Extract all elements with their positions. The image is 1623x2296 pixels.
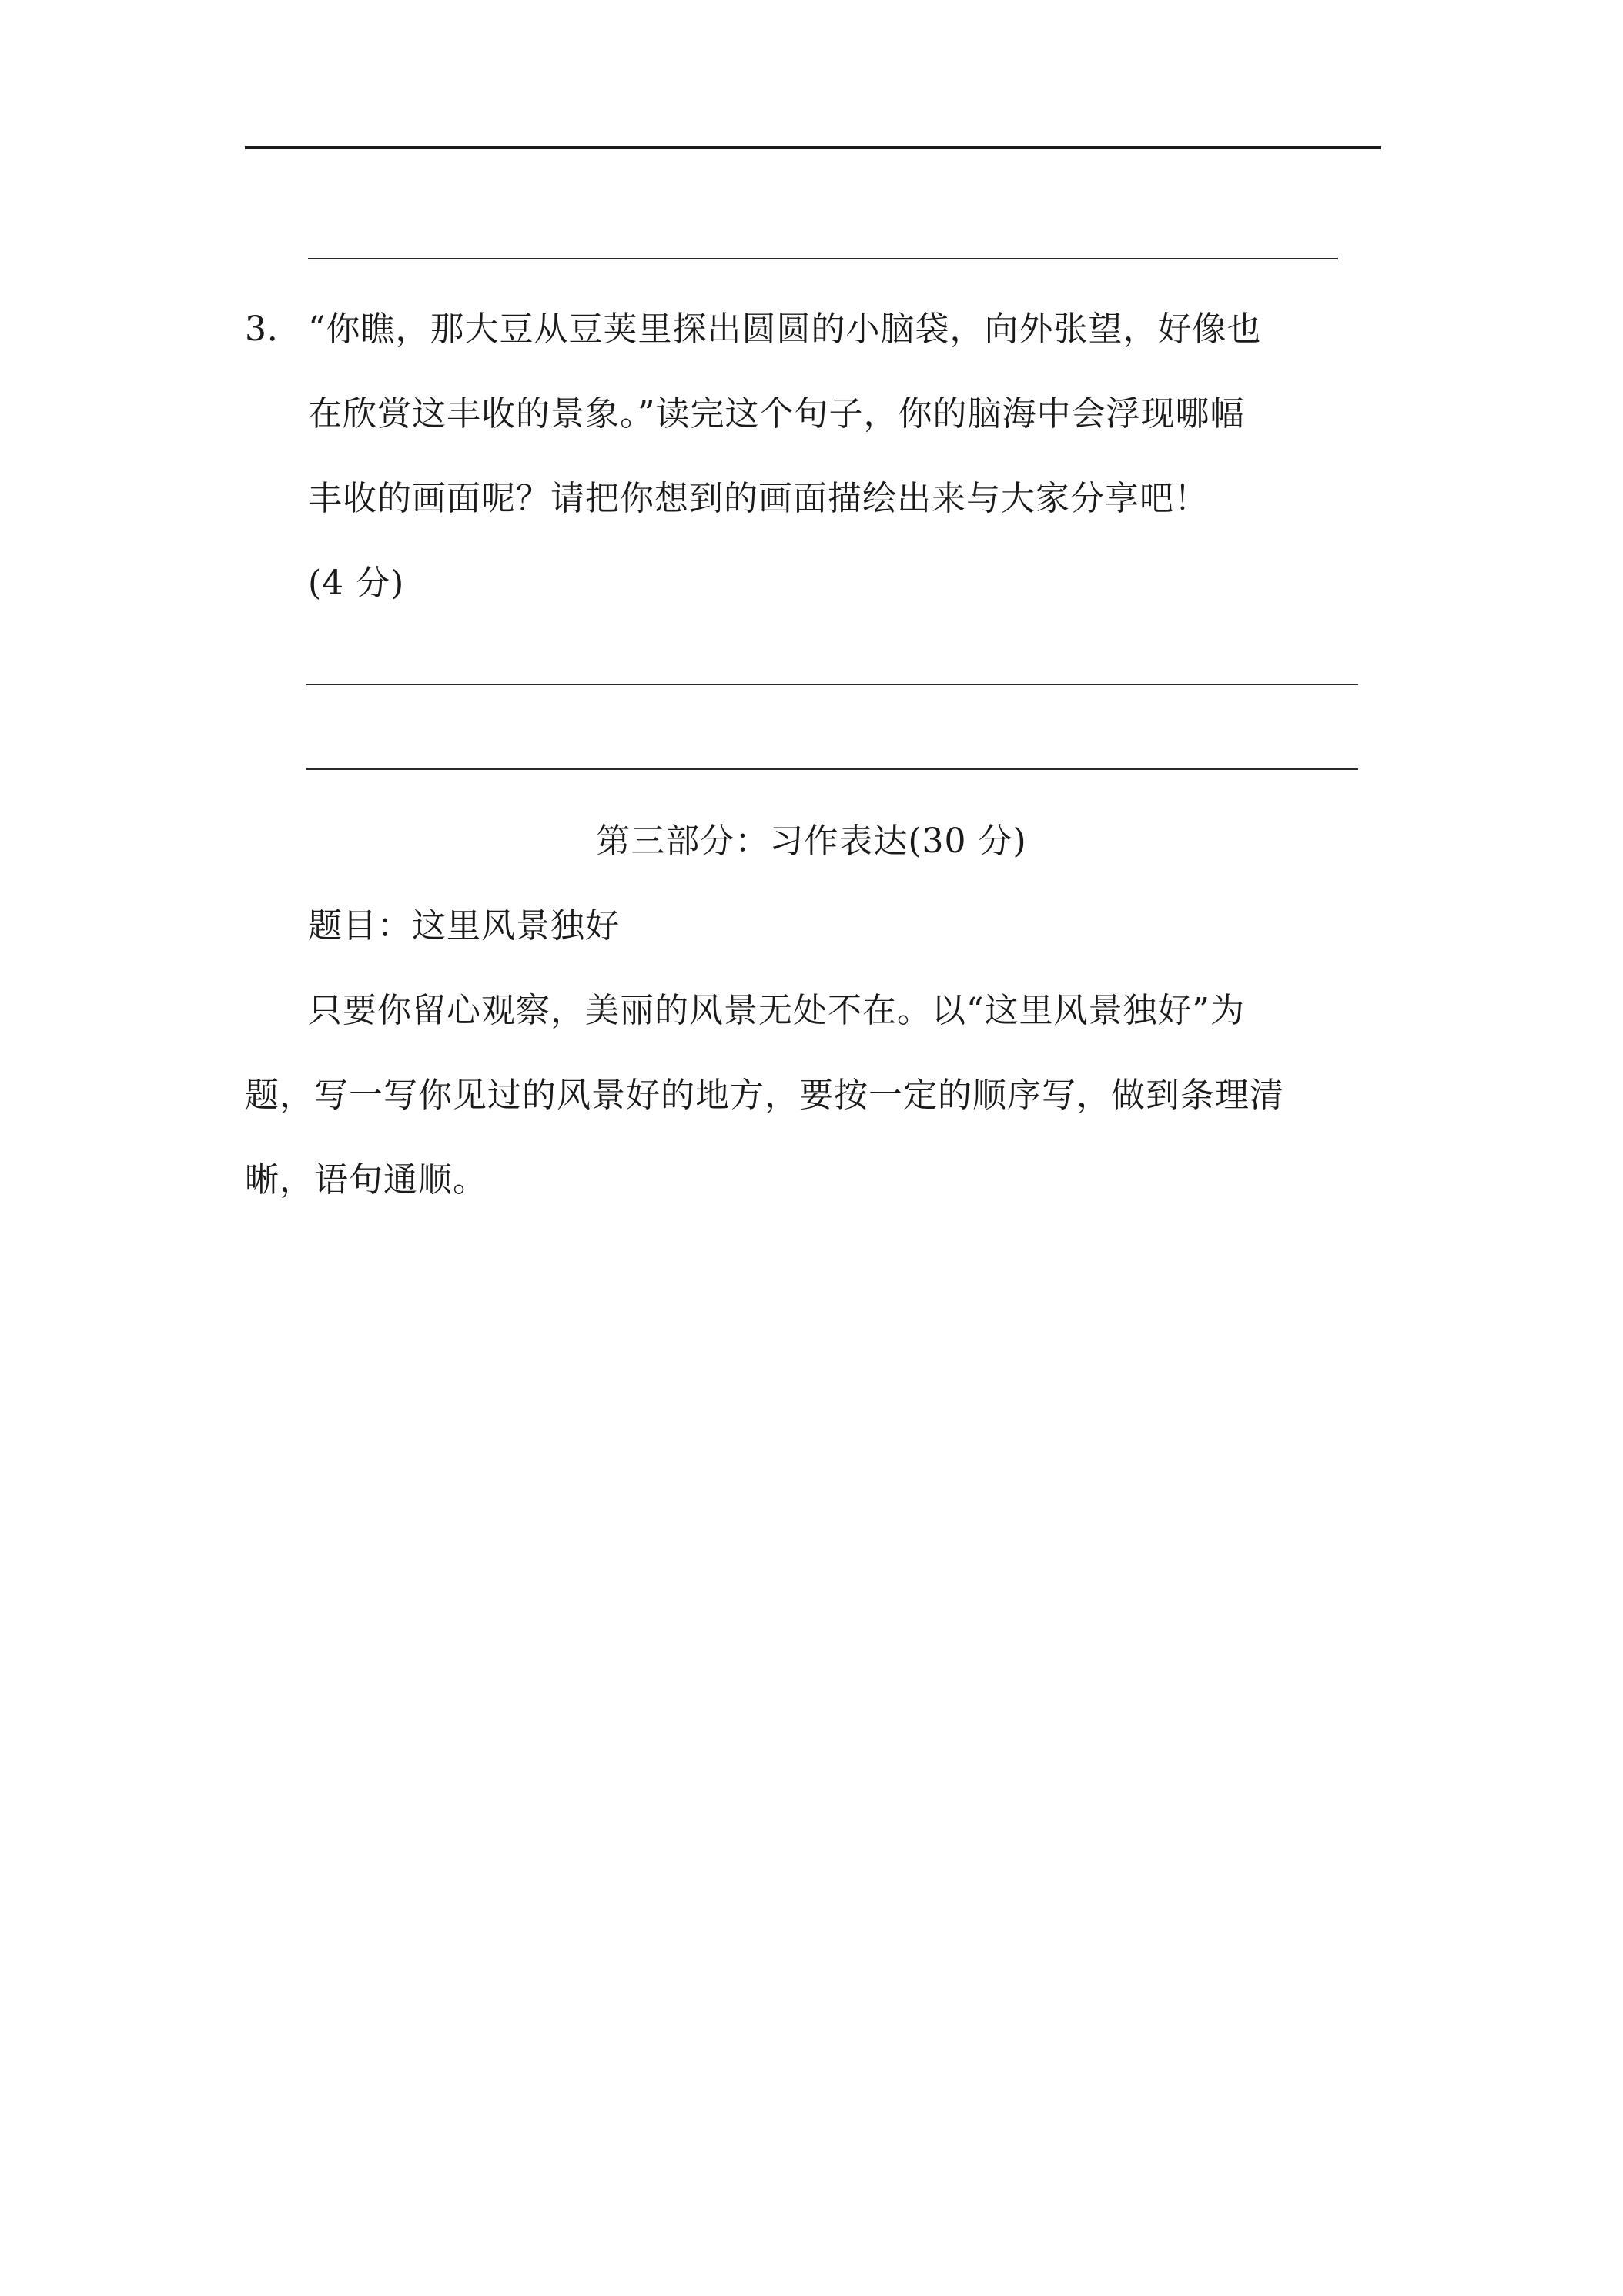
question-text-line: 丰收的画面呢？请把你想到的画面描绘出来与大家分享吧！ xyxy=(308,479,1209,518)
answer-line[interactable] xyxy=(306,684,1358,685)
question-number: 3． xyxy=(245,310,302,349)
section-title: 第三部分：习作表达(30 分) xyxy=(596,822,1027,861)
essay-instructions-line: 题，写一写你见过的风景好的地方，要按一定的顺序写，做到条理清 xyxy=(245,1076,1284,1115)
essay-topic: 题目：这里风景独好 xyxy=(308,906,620,946)
answer-line[interactable] xyxy=(306,768,1358,770)
question-text-line: “你瞧，那大豆从豆荚里探出圆圆的小脑袋，向外张望，好像也 xyxy=(308,310,1262,349)
essay-instructions-line: 晰，语句通顺。 xyxy=(245,1160,487,1200)
answer-line[interactable] xyxy=(308,258,1338,259)
question-score: (4 分) xyxy=(308,564,405,603)
top-divider xyxy=(245,146,1381,149)
question-text-line: 在欣赏这丰收的景象。”读完这个句子，你的脑海中会浮现哪幅 xyxy=(308,394,1245,433)
essay-instructions-line: 只要你留心观察，美丽的风景无处不在。以“这里风景独好”为 xyxy=(308,991,1245,1030)
